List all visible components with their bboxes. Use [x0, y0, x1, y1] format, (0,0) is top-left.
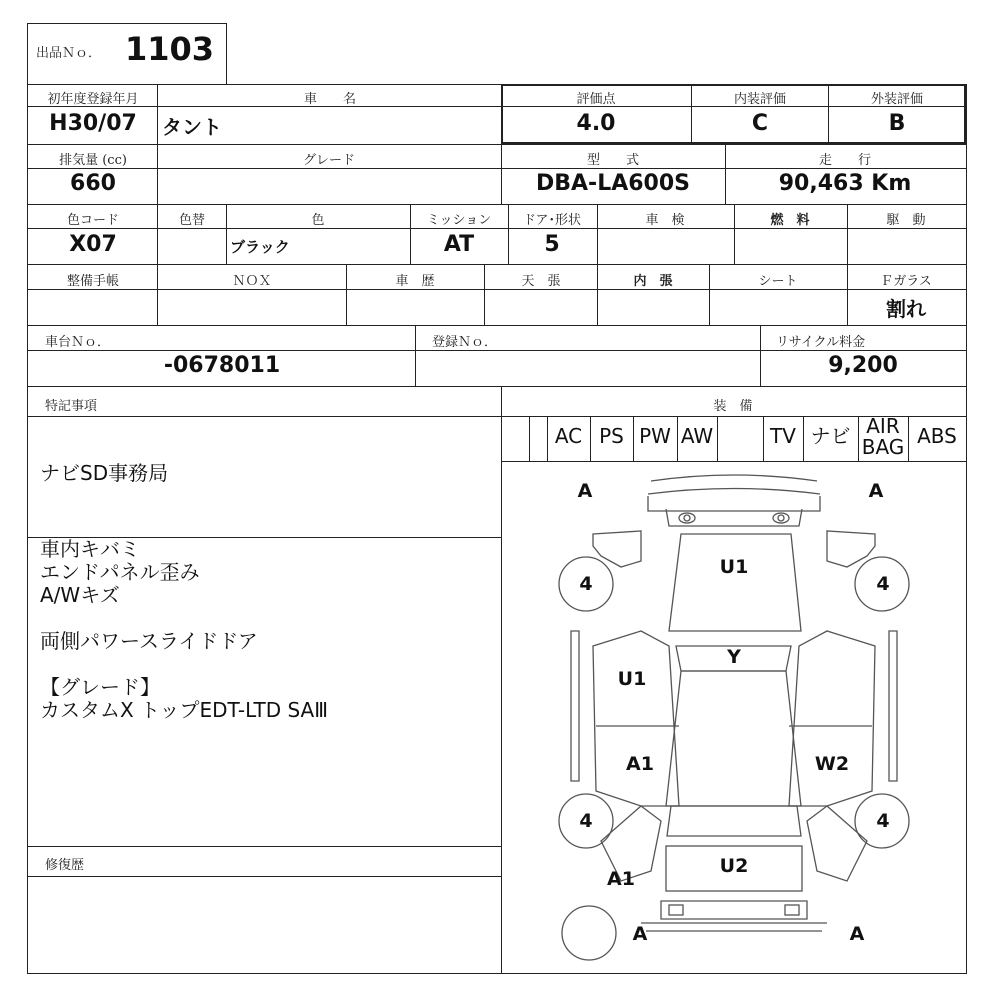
lot-number: 1103	[125, 30, 215, 68]
repair-label: 修復歴	[45, 858, 85, 873]
model-label: 型 式	[586, 153, 640, 168]
fglass-value: 割れ	[886, 297, 926, 321]
equipment-item: AC	[554, 424, 583, 448]
equipment-item: PW	[639, 424, 671, 448]
first-reg-value: H30/07	[49, 111, 137, 136]
equipment-item: ナビ	[810, 424, 851, 448]
damage-front-left: A	[577, 480, 593, 502]
seat-label: シート	[758, 274, 798, 289]
displacement-value: 660	[70, 171, 116, 196]
reg-label: 登録Ｎｏ．	[432, 335, 498, 350]
damage-left-rear-door: A1	[626, 753, 654, 775]
damage-rear-bumper-left: A	[632, 923, 648, 945]
exterior-value: B	[888, 111, 906, 136]
equipment-item: ABS	[917, 424, 957, 448]
fuel-label: 燃 料	[770, 213, 810, 228]
equipment-divider	[677, 416, 678, 461]
damage-rear-bumper-right: A	[849, 923, 865, 945]
model-value: DBA-LA600S	[536, 171, 690, 196]
inspection-label: 車 検	[645, 213, 685, 228]
damage-roof: Y	[727, 646, 741, 668]
mileage-label: 走 行	[818, 153, 872, 168]
history-label: 車 歴	[395, 274, 435, 289]
inner-label: 内 張	[633, 274, 673, 289]
equipment-divider	[633, 416, 634, 461]
roof-label: 天 張	[521, 274, 561, 289]
door-label: ドア･形状	[522, 213, 582, 228]
color-code-value: X07	[69, 232, 117, 257]
drive-label: 駆 動	[886, 213, 926, 228]
grade-label: グレード	[302, 153, 356, 168]
damage-hood: U1	[719, 556, 749, 578]
equipment-divider	[908, 416, 909, 461]
notes-top: ナビSD事務局	[40, 461, 169, 485]
damage-tire-rr: 4	[876, 810, 890, 832]
notes-main: 車内キバミ エンドパネル歪み A/Wキズ 両側パワースライドドア 【グレード】 カスタムX トップEDT-LTD SAⅢ	[40, 537, 328, 722]
damage-right-rear-door: W2	[814, 753, 850, 775]
equipment-divider	[763, 416, 764, 461]
mileage-value: 90,463 Km	[778, 171, 912, 196]
recycle-value: 9,200	[828, 353, 898, 378]
damage-tire-fl: 4	[579, 573, 593, 595]
damage-tire-rl: 4	[579, 810, 593, 832]
car-name-value: タント	[162, 115, 222, 139]
equipment-divider	[547, 416, 548, 461]
equipment-item: AIR BAG	[861, 414, 905, 459]
equipment-item: AW	[680, 424, 714, 448]
interior-label: 内装評価	[733, 92, 787, 107]
mission-label: ミッション	[426, 213, 492, 228]
notes-label: 特記事項	[45, 399, 98, 414]
car-name-label: 車 名	[303, 92, 357, 107]
door-value: 5	[544, 232, 560, 257]
fglass-label: Ｆガラス	[880, 274, 932, 289]
equipment-divider	[803, 416, 804, 461]
interior-value: C	[751, 111, 769, 136]
damage-rear-left: A1	[607, 868, 635, 890]
equipment-divider	[858, 416, 859, 461]
mission-value: AT	[443, 232, 475, 257]
damage-left-front-door: U1	[617, 668, 647, 690]
damage-front-right: A	[868, 480, 884, 502]
color-value: ブラック	[230, 238, 290, 256]
color-change-label: 色替	[178, 213, 206, 228]
equipment-divider	[966, 416, 967, 461]
equipment-label: 装 備	[713, 399, 753, 414]
displacement-label: 排気量 (cc)	[59, 153, 127, 168]
damage-tire-fr: 4	[876, 573, 890, 595]
chassis-value: -0678011	[163, 353, 281, 378]
nox-label: ＮＯＸ	[232, 274, 272, 289]
color-code-label: 色コード	[66, 213, 120, 228]
equipment-item: PS	[599, 424, 624, 448]
score-label: 評価点	[576, 92, 616, 107]
color-label: 色	[311, 213, 325, 228]
exterior-label: 外装評価	[870, 92, 924, 107]
equipment-divider	[590, 416, 591, 461]
car-damage-diagram	[501, 461, 967, 974]
damage-tailgate: U2	[719, 855, 749, 877]
first-reg-label: 初年度登録年月	[47, 92, 139, 107]
chassis-label: 車台Ｎｏ．	[45, 335, 111, 350]
score-value: 4.0	[576, 111, 616, 136]
equipment-divider	[717, 416, 718, 461]
equipment-divider	[529, 416, 530, 461]
maintenance-label: 整備手帳	[66, 274, 120, 289]
equipment-item: TV	[770, 424, 796, 448]
recycle-label: リサイクル料金	[776, 335, 866, 350]
lot-label: 出品Ｎｏ．	[36, 46, 102, 61]
